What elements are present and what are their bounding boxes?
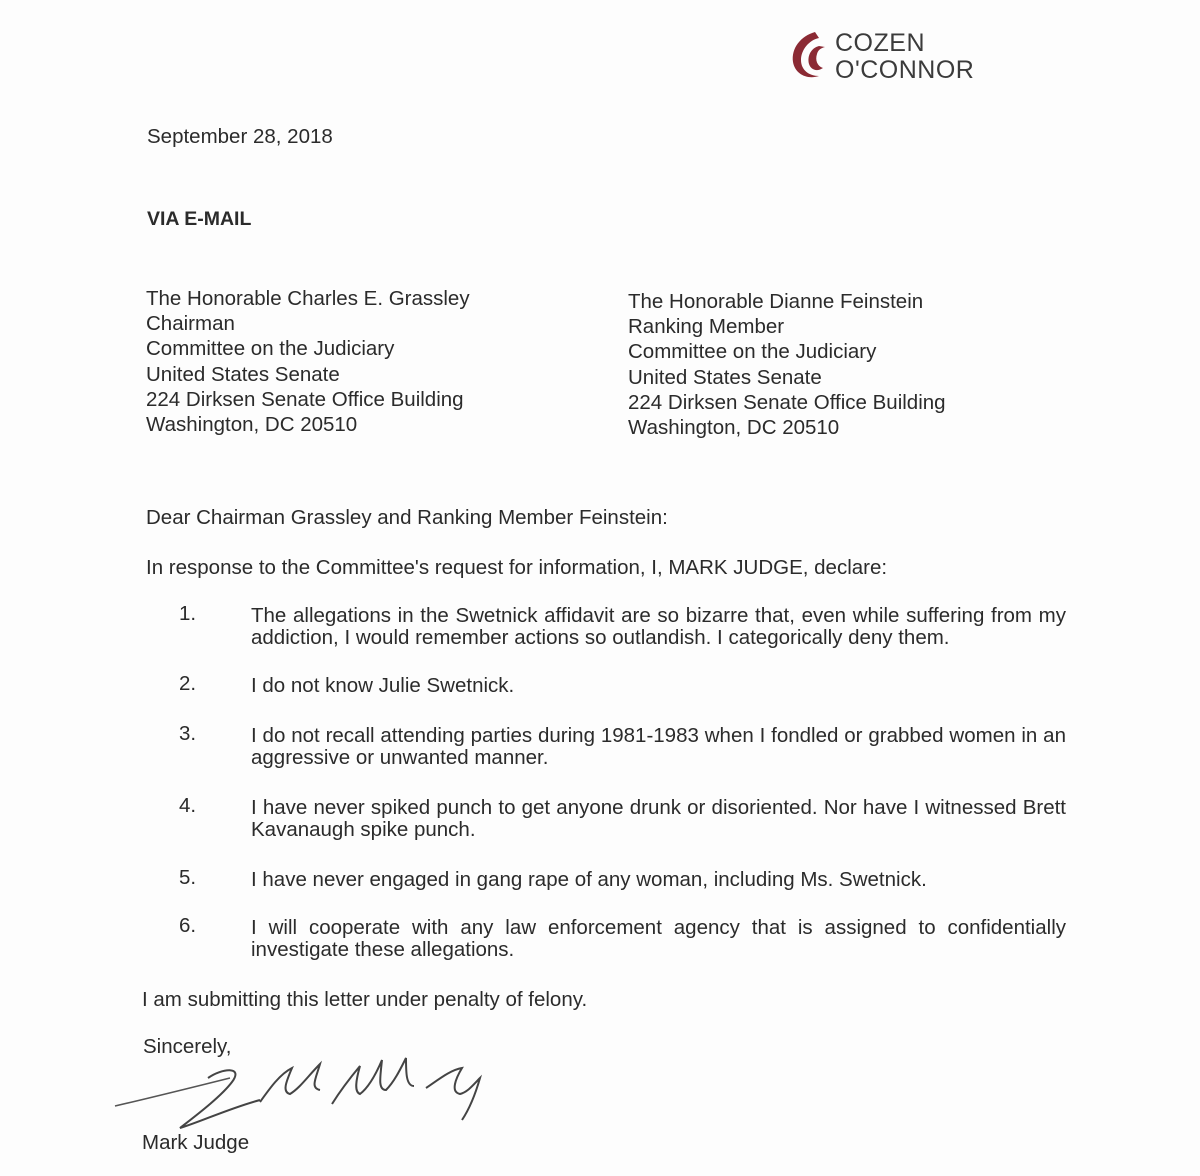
address-line: Washington, DC 20510	[628, 416, 840, 440]
address-line: United States Senate	[146, 362, 340, 386]
recipient-address-left	[146, 286, 470, 437]
firm-logo	[785, 28, 995, 88]
firm-name-line1: COZEN	[835, 29, 925, 57]
declaration-number: 3.	[179, 722, 197, 745]
letter-date: September 28, 2018	[147, 125, 333, 148]
address-line: 224 Dirksen Senate Office Building	[628, 390, 946, 414]
delivery-method: VIA E-MAIL	[147, 208, 252, 230]
address-line: The Honorable Charles E. Grassley	[146, 287, 470, 310]
recipient-address-right	[628, 289, 946, 440]
address-line: The Honorable Dianne Feinstein	[628, 290, 924, 313]
declaration-text: The allegations in the Swetnick affidavit are so bizarre that, even while suffering from my addiction, I would remember actions so outlandish. I categorically deny them.	[251, 604, 1066, 649]
address-line: United States Senate	[628, 365, 822, 389]
declaration-number: 5.	[179, 866, 197, 889]
signer-name: Mark Judge	[142, 1131, 250, 1154]
address-line: Committee on the Judiciary	[628, 340, 877, 364]
address-line: Ranking Member	[628, 315, 785, 339]
address-line: Committee on the Judiciary	[146, 337, 395, 361]
declaration-number: 2.	[179, 672, 197, 695]
declaration-text: I do not recall attending parties during 1981-1983 when I fondled or grabbed women in an aggressive or unwanted manner.	[251, 724, 1066, 769]
firm-logo-mark-icon	[785, 28, 829, 84]
address-line: Washington, DC 20510	[146, 413, 358, 437]
closing-statement: I am submitting this letter under penalty of felony.	[142, 988, 588, 1011]
intro-paragraph: In response to the Committee's request for information, I, MARK JUDGE, declare:	[146, 556, 888, 579]
declaration-text: I do not know Julie Swetnick.	[251, 674, 515, 697]
salutation: Dear Chairman Grassley and Ranking Member Feinstein:	[146, 506, 668, 529]
declaration-number: 1.	[179, 602, 197, 625]
declaration-text: I will cooperate with any law enforcement agency that is assigned to confidentially investigate these allegations.	[251, 916, 1066, 961]
declaration-text: I have never spiked punch to get anyone drunk or disoriented. Nor have I witnessed Brett Kavanaugh spike punch.	[251, 796, 1066, 841]
declaration-text: I have never engaged in gang rape of any woman, including Ms. Swetnick.	[251, 868, 927, 891]
declaration-number: 4.	[179, 794, 197, 817]
firm-name-line2: O'CONNOR	[835, 56, 975, 84]
valediction: Sincerely,	[143, 1035, 232, 1058]
declaration-number: 6.	[179, 914, 197, 937]
address-line: 224 Dirksen Senate Office Building	[146, 387, 464, 411]
handwritten-signature	[110, 1048, 510, 1138]
address-line: Chairman	[146, 312, 235, 336]
